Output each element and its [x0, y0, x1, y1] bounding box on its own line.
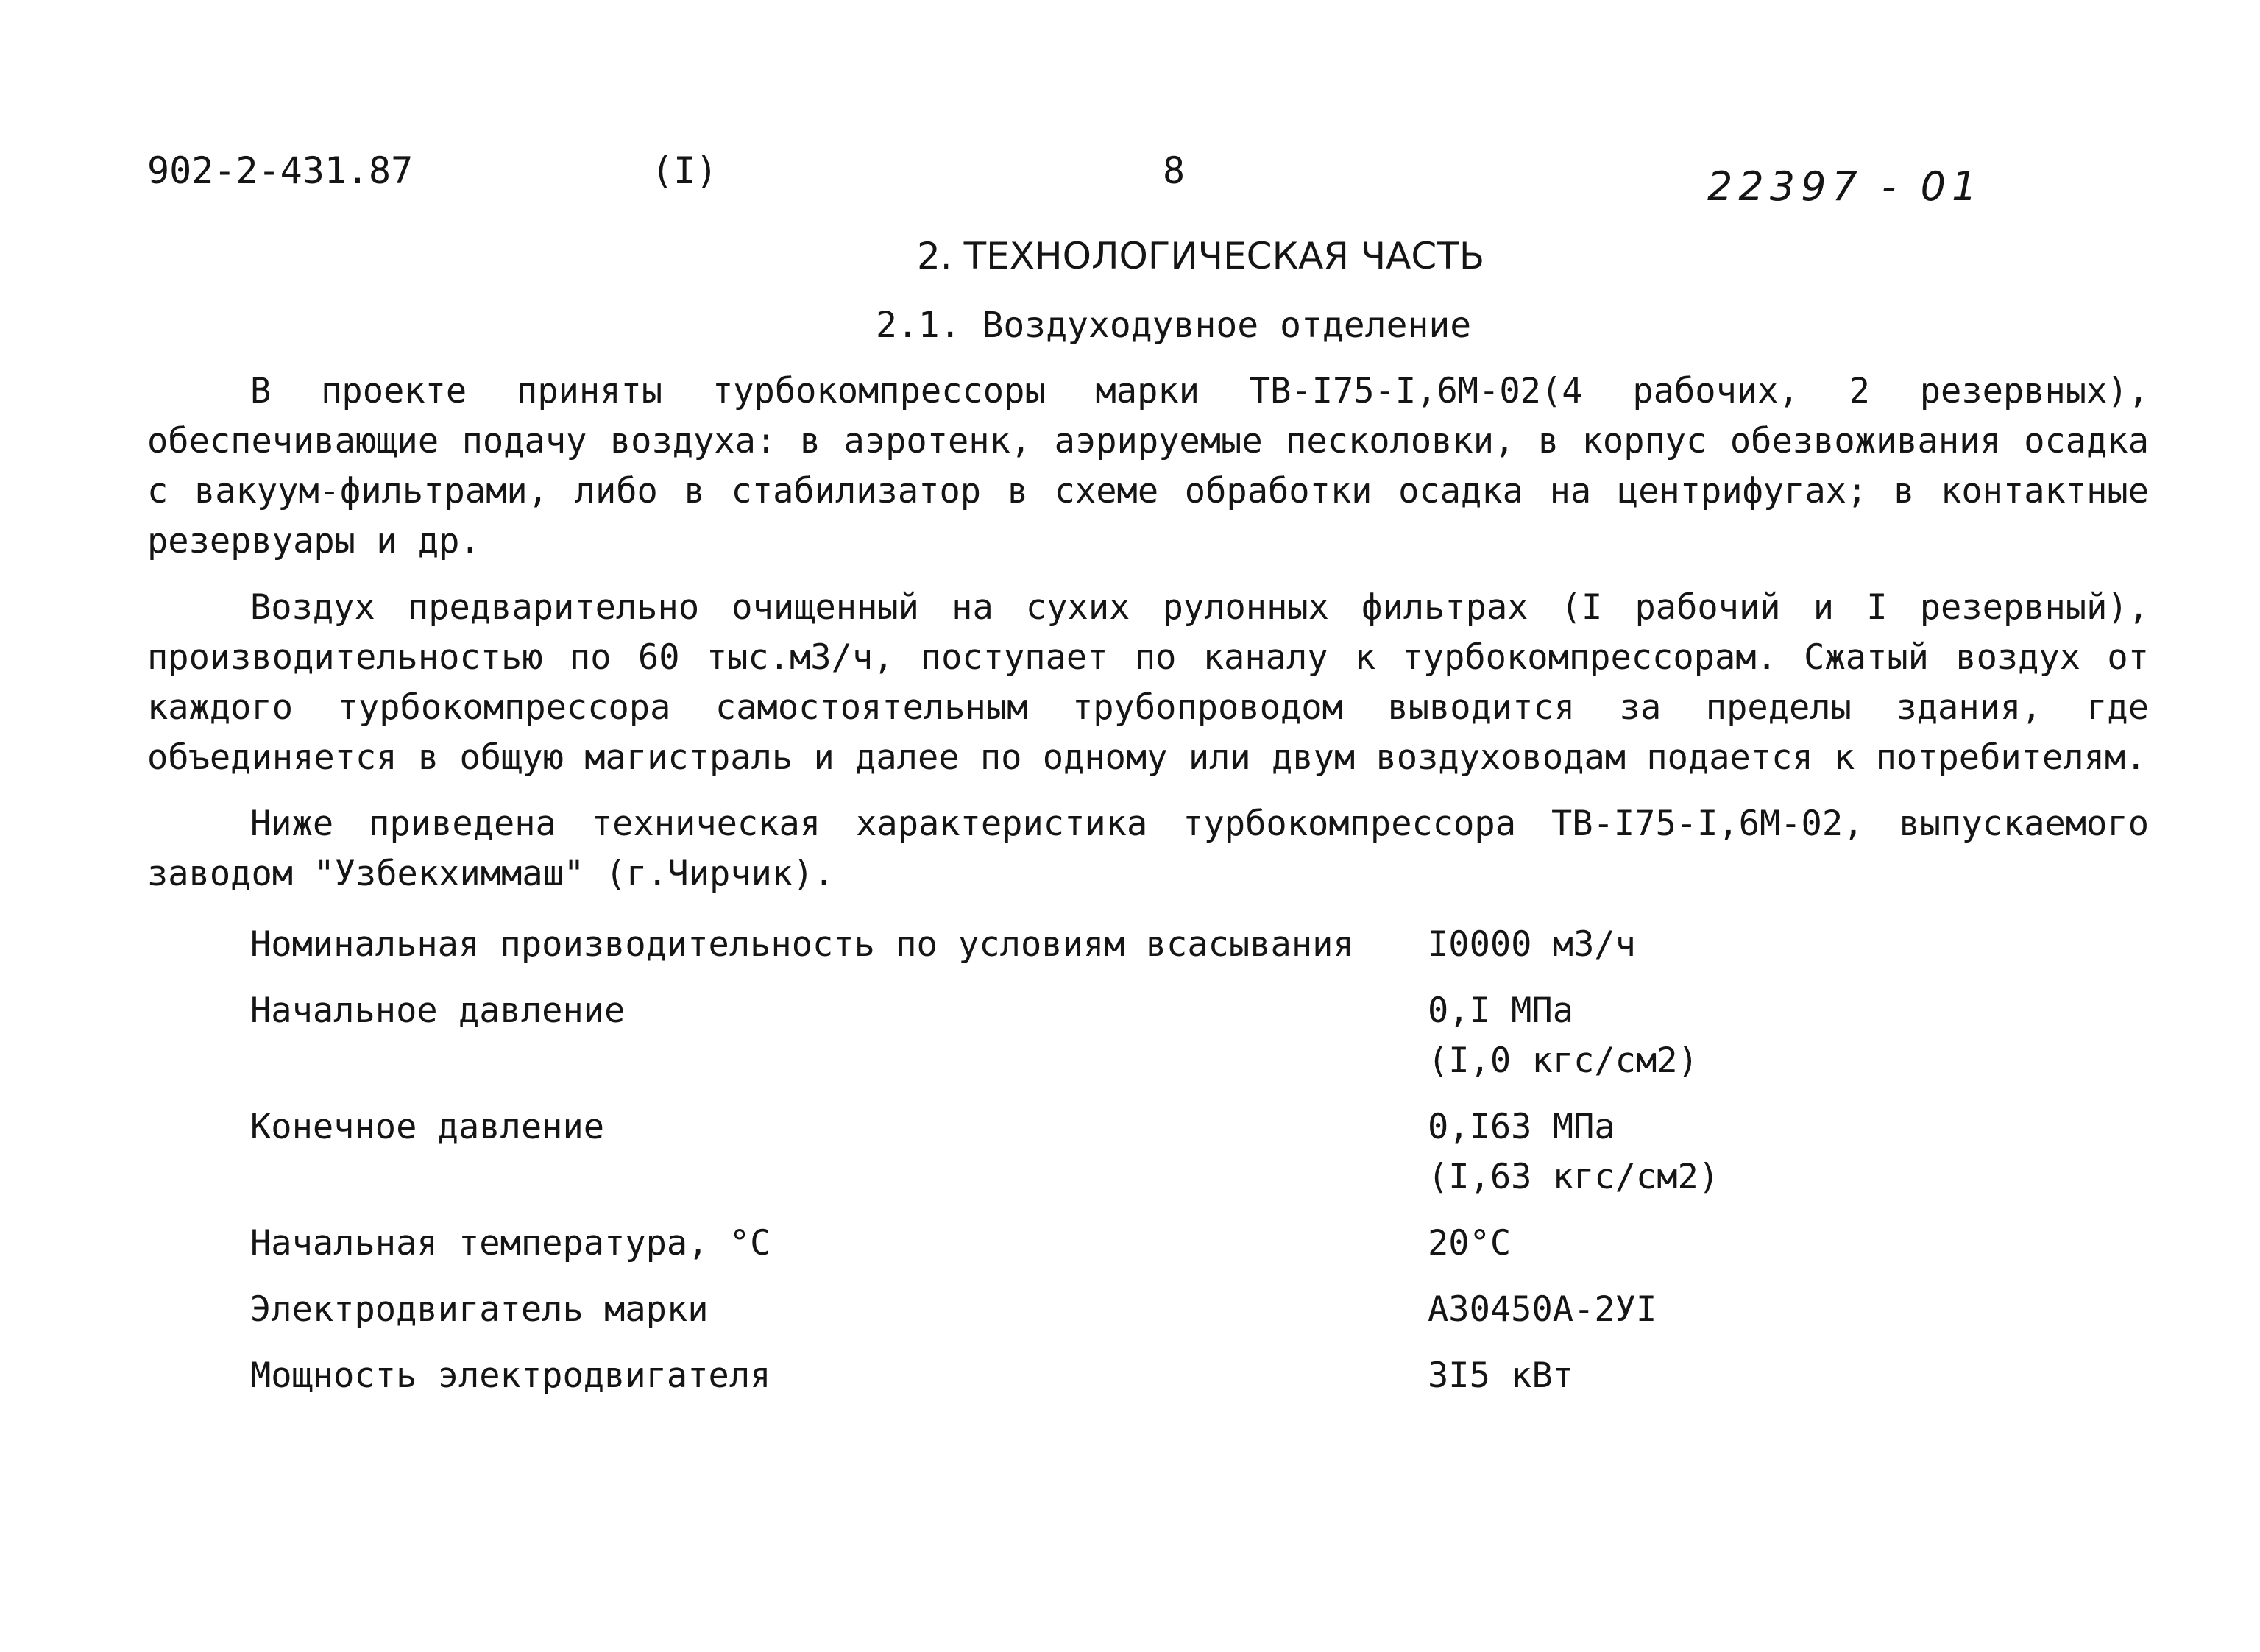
paragraph-1: В проекте приняты турбокомпрессоры марки ТВ-I75-I,6М-02(4 рабочих, 2 резервных), обеспечивающие подачу воздуха: в аэротенк, аэрируемые песколовки, в корпус обезвоживания осадка с вакуум-фильтрами, либо в стабилизатор в схеме обработки осадка на центрифугах; в контактные резервуары и др. [147, 371, 2149, 561]
spec-row [250, 1219, 1796, 1269]
spec-label: Электродвигатель марки [250, 1289, 709, 1330]
spec-label: Начальное давление [250, 990, 626, 1031]
handwritten-stamp: 22397 - 01 [1707, 163, 1983, 210]
spec-value: 0,I63 МПа (I,63 кгс/см2) [1428, 1107, 1720, 1197]
spec-label: Мощность электродвигателя [250, 1355, 771, 1396]
spec-row [250, 1351, 1796, 1401]
spec-row [250, 1285, 1796, 1335]
paragraph-3: Ниже приведена техническая характеристика турбокомпрессора ТВ-I75-I,6М-02, выпускаемого заводом "Узбекхиммаш" (г.Чирчик). [147, 804, 2149, 894]
section-title: 2. ТЕХНОЛОГИЧЕСКАЯ ЧАСТЬ [917, 235, 1485, 277]
spec-value: 3I5 кВт [1428, 1355, 1574, 1396]
spec-row [250, 1102, 1796, 1202]
spec-row [250, 920, 1796, 970]
part-number: (I) [651, 149, 718, 192]
page-number: 8 [1163, 149, 1186, 192]
spec-label: Конечное давление [250, 1107, 605, 1147]
paragraph-2: Воздух предварительно очищенный на сухих рулонных фильтрах (I рабочий и I резервный), производительностью по 60 тыс.м3/ч, поступает по каналу к турбокомпрессорам. Сжатый воздух от каждого турбокомпрессора самостоятельным трубопроводом выводится за пределы здания, где объединяется в общую магистраль и далее по одному или двум воздуховодам подается к потребителям. [147, 587, 2149, 778]
spec-value: А30450А-2УI [1428, 1289, 1657, 1330]
doc-code: 902-2-431.87 [147, 149, 414, 192]
spec-value: I0000 м3/ч [1428, 924, 1636, 965]
spec-label: Начальная температура, °С [250, 1223, 771, 1263]
spec-label: Номинальная производительность по условиям всасывания [250, 924, 1354, 965]
subsection-title: 2.1. Воздуходувное отделение [876, 305, 1472, 346]
spec-value: 20°С [1428, 1223, 1512, 1263]
spec-table [250, 920, 1796, 1417]
spec-value: 0,I МПа (I,0 кгс/см2) [1428, 990, 1698, 1081]
spec-row [250, 986, 1796, 1086]
